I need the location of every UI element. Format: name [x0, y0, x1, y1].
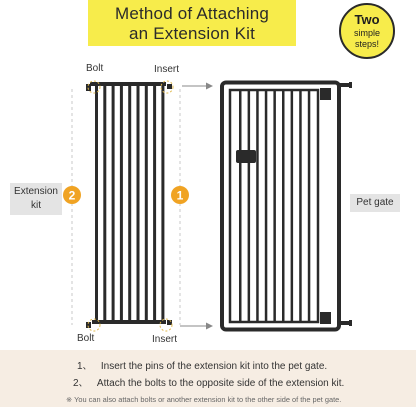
pet-gate — [222, 82, 352, 330]
pet-gate-hinge-top — [320, 88, 331, 100]
title-line-2: an Extension Kit — [128, 24, 256, 43]
badge-line-2: simple — [353, 28, 380, 38]
step-1-number: 1 — [176, 188, 184, 203]
extension-kit-bar — [95, 84, 98, 322]
title-line-1: Method of Attaching — [114, 4, 270, 23]
extension-kit-bar — [137, 84, 140, 322]
extension-kit-bar — [145, 84, 148, 322]
instruction-1-number: 1、 — [77, 361, 93, 372]
extension-kit-bar — [120, 84, 123, 322]
instruction-2-number: 2、 — [73, 378, 89, 389]
pet-gate-bar — [291, 90, 294, 322]
instruction-2-text: Attach the bolts to the opposite side of the extension kit. — [96, 378, 345, 389]
extension-kit-bar — [153, 84, 156, 322]
extension-kit-bar — [128, 84, 131, 322]
pet-gate-bar — [239, 90, 242, 322]
footnote: ※ You can also attach bolts or another extension kit to the other side of the pet gate. — [66, 395, 342, 404]
pet-gate-bar — [265, 90, 268, 322]
bolt-label-top: Bolt — [86, 63, 104, 74]
extension-kit-bar — [103, 84, 106, 322]
badge-line-3: steps! — [354, 39, 379, 49]
extension-kit-label-line-2: kit — [31, 200, 41, 211]
pet-gate-bar — [308, 90, 311, 322]
instruction-2 — [73, 374, 344, 389]
extension-kit-label-line-1: Extension — [14, 186, 58, 197]
pet-gate-hinge-bottom — [320, 312, 331, 324]
extension-kit-bar — [161, 84, 164, 322]
instructions-panel — [0, 350, 416, 407]
bolt-label-bottom: Bolt — [77, 333, 95, 344]
pet-gate-bar — [299, 90, 302, 322]
instruction-1 — [77, 357, 327, 372]
pet-gate-bar — [282, 90, 285, 322]
pet-gate-latch — [236, 150, 256, 163]
insert-label-top: Insert — [154, 64, 180, 75]
pet-gate-bar — [256, 90, 259, 322]
instruction-1-text: Insert the pins of the extension kit into the pet gate. — [100, 361, 328, 372]
arrow-bottom — [180, 323, 213, 330]
extension-kit-bar — [112, 84, 115, 322]
pet-gate-pin-bottom — [339, 321, 349, 325]
badge-line-1: Two — [354, 12, 380, 27]
pet-gate-bar — [273, 90, 276, 322]
pet-gate-pin-top — [339, 83, 349, 87]
pet-gate-bar — [248, 90, 251, 322]
arrow-top — [182, 83, 213, 90]
pet-gate-bars — [239, 90, 310, 322]
insert-label-bottom: Insert — [152, 334, 178, 345]
step-2-number: 2 — [68, 188, 76, 203]
extension-kit-bars — [95, 84, 164, 322]
pet-gate-label: Pet gate — [350, 194, 400, 212]
